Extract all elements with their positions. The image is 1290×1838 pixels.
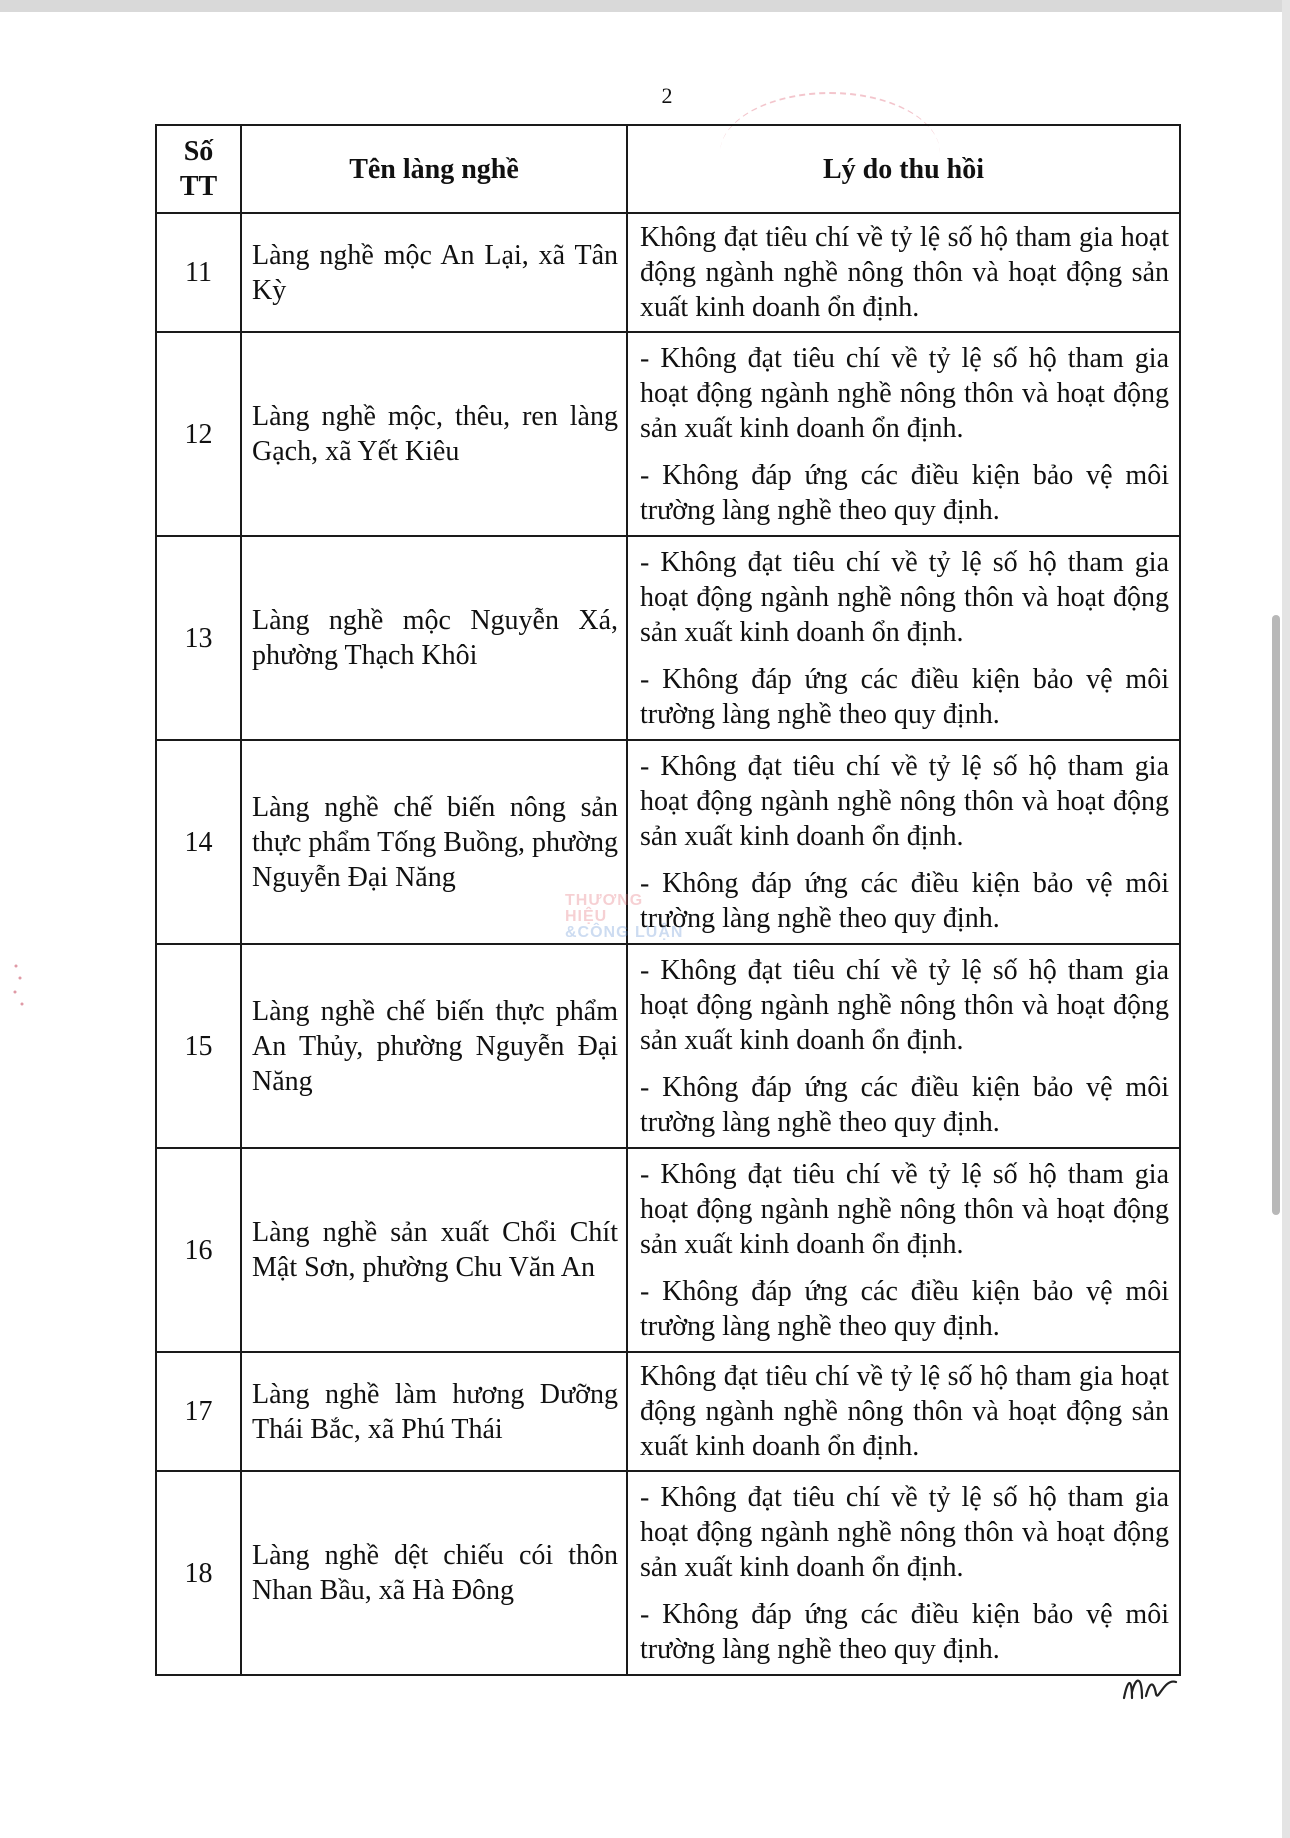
reason-item: - Không đáp ứng các điều kiện bảo vệ môi trường làng nghề theo quy định.	[640, 1598, 1169, 1665]
reason-item: - Không đạt tiêu chí về tỷ lệ số hộ tham gia hoạt động ngành nghề nông thôn và hoạt động sản xuất kinh doanh ổn định.	[640, 1158, 1169, 1260]
reason-item: - Không đạt tiêu chí về tỷ lệ số hộ tham gia hoạt động ngành nghề nông thôn và hoạt động sản xuất kinh doanh ổn định.	[640, 1481, 1169, 1583]
watermark-line-2: &CÔNG LUẬN	[565, 924, 684, 941]
revocation-reason	[627, 332, 1180, 536]
publisher-watermark	[565, 892, 685, 941]
revocation-reason	[627, 536, 1180, 740]
row-number: 14	[156, 740, 241, 944]
village-name: Làng nghề làm hương Dưỡng Thái Bắc, xã Phú Thái	[241, 1352, 627, 1471]
reason-item: - Không đáp ứng các điều kiện bảo vệ môi trường làng nghề theo quy định.	[640, 867, 1169, 934]
page-number: 2	[661, 83, 673, 108]
row-number: 17	[156, 1352, 241, 1471]
revocation-reason	[627, 944, 1180, 1148]
row-number: 12	[156, 332, 241, 536]
table-row	[156, 536, 1180, 740]
margin-stamp-marks	[10, 960, 30, 1020]
reason-item: - Không đạt tiêu chí về tỷ lệ số hộ tham gia hoạt động ngành nghề nông thôn và hoạt động sản xuất kinh doanh ổn định.	[640, 546, 1169, 648]
page-edge-top	[0, 0, 1290, 12]
header-stt: Số TT	[156, 125, 241, 213]
reason-item: - Không đáp ứng các điều kiện bảo vệ môi trường làng nghề theo quy định.	[640, 459, 1169, 526]
header-village-name: Tên làng nghề	[241, 125, 627, 213]
table-row	[156, 332, 1180, 536]
reason-item: Không đạt tiêu chí về tỷ lệ số hộ tham gia hoạt động ngành nghề nông thôn và hoạt động sản xuất kinh doanh ổn định.	[640, 1361, 1169, 1462]
table-row	[156, 213, 1180, 332]
village-name: Làng nghề mộc, thêu, ren làng Gạch, xã Yết Kiêu	[241, 332, 627, 536]
revocation-reason	[627, 740, 1180, 944]
reason-item: - Không đạt tiêu chí về tỷ lệ số hộ tham gia hoạt động ngành nghề nông thôn và hoạt động sản xuất kinh doanh ổn định.	[640, 342, 1169, 444]
page-edge-right	[1282, 0, 1290, 1838]
header-revocation-reason: Lý do thu hồi	[627, 125, 1180, 213]
revocation-reason	[627, 1148, 1180, 1352]
village-name: Làng nghề chế biến nông sản thực phẩm Tống Buồng, phường Nguyễn Đại Năng	[241, 740, 627, 944]
village-name: Làng nghề chế biến thực phẩm An Thủy, phường Nguyễn Đại Năng	[241, 944, 627, 1148]
handwritten-initials	[1120, 1668, 1180, 1708]
reason-item: - Không đáp ứng các điều kiện bảo vệ môi trường làng nghề theo quy định.	[640, 663, 1169, 730]
vertical-scrollbar[interactable]	[1272, 615, 1280, 1215]
table-header-row	[156, 125, 1180, 213]
revocation-reason	[627, 1471, 1180, 1675]
table-row	[156, 1148, 1180, 1352]
table-row	[156, 1471, 1180, 1675]
watermark-line-1: THƯƠNG HIỆU	[565, 892, 644, 925]
village-name: Làng nghề dệt chiếu cói thôn Nhan Bầu, xã Hà Đông	[241, 1471, 627, 1675]
village-name: Làng nghề mộc An Lại, xã Tân Kỳ	[241, 213, 627, 332]
row-number: 16	[156, 1148, 241, 1352]
revocation-reason	[627, 213, 1180, 332]
reason-item: - Không đáp ứng các điều kiện bảo vệ môi trường làng nghề theo quy định.	[640, 1275, 1169, 1342]
reason-item: - Không đạt tiêu chí về tỷ lệ số hộ tham gia hoạt động ngành nghề nông thôn và hoạt động sản xuất kinh doanh ổn định.	[640, 954, 1169, 1056]
reason-item: - Không đáp ứng các điều kiện bảo vệ môi trường làng nghề theo quy định.	[640, 1071, 1169, 1138]
row-number: 11	[156, 213, 241, 332]
village-name: Làng nghề mộc Nguyễn Xá, phường Thạch Khôi	[241, 536, 627, 740]
table-row	[156, 1352, 1180, 1471]
revocation-reason	[627, 1352, 1180, 1471]
row-number: 13	[156, 536, 241, 740]
row-number: 18	[156, 1471, 241, 1675]
village-name: Làng nghề sản xuất Chổi Chít Mật Sơn, phường Chu Văn An	[241, 1148, 627, 1352]
table-row	[156, 944, 1180, 1148]
reason-item: Không đạt tiêu chí về tỷ lệ số hộ tham gia hoạt động ngành nghề nông thôn và hoạt động sản xuất kinh doanh ổn định.	[640, 222, 1169, 323]
row-number: 15	[156, 944, 241, 1148]
reason-item: - Không đạt tiêu chí về tỷ lệ số hộ tham gia hoạt động ngành nghề nông thôn và hoạt động sản xuất kinh doanh ổn định.	[640, 750, 1169, 852]
